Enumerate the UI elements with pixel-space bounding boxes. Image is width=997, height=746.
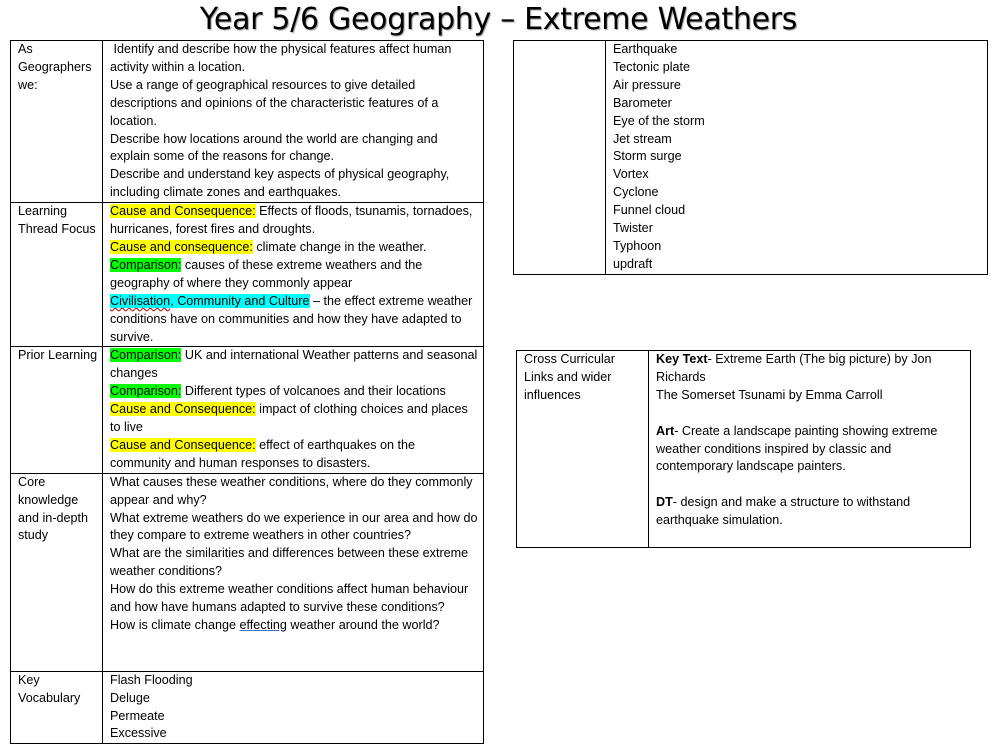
vocab-word: Typhoon	[613, 238, 662, 253]
row-label: Learning Thread Focus	[11, 203, 103, 347]
thread-item	[110, 203, 479, 239]
tag-highlight: Comparison:	[110, 348, 182, 363]
key-text: - Extreme Earth (The big picture) by Jon Richards	[656, 352, 932, 384]
prior-text: impact of clothing choices and places to live	[110, 402, 468, 435]
row-label: As Geographers we:	[11, 41, 103, 203]
question-line: What extreme weathers do we experience in our area and how do they compare to extreme weathers in other countries?	[110, 510, 478, 543]
vocab-list	[606, 41, 988, 275]
dt-text: - design and make a structure to withstand earthquake simulation.	[656, 495, 911, 528]
cross-curricular-content	[649, 351, 971, 548]
thread-item	[110, 293, 479, 347]
tag-highlight: Comparison:	[110, 384, 182, 399]
row-learning-thread	[11, 203, 484, 347]
vocab-word: Jet stream	[613, 131, 672, 146]
vocab-word: Tectonic plate	[613, 59, 691, 74]
objective-line: Identify and describe how the physical features affect human activity within a location.	[110, 42, 455, 74]
cross-curricular-label: Cross Curricular Links and wider influences	[517, 351, 649, 548]
vocab-word: Cyclone	[613, 185, 659, 200]
vocab-word: updraft	[613, 256, 653, 271]
row-content	[103, 671, 484, 744]
thread-text: causes of these extreme weathers and the geography of where they commonly appear	[110, 257, 423, 290]
prior-item	[110, 347, 479, 383]
question-line: How do this extreme weather conditions affect human behaviour and how have humans adapted to survive these conditions?	[110, 582, 469, 615]
thread-item	[110, 239, 479, 257]
dt-line	[656, 494, 966, 530]
prior-text: Different types of volcanoes and their locations	[181, 384, 446, 399]
vocab-word: Funnel cloud	[613, 203, 686, 218]
cross-curricular-table	[516, 350, 971, 548]
book-line: The Somerset Tsunami by Emma Carroll	[656, 387, 883, 402]
question-line: What are the similarities and differences between these extreme weather conditions?	[110, 546, 469, 579]
vocab-word: Air pressure	[613, 77, 681, 92]
prior-text: effect of earthquakes on the community and human responses to disasters.	[110, 437, 416, 470]
objective-line: Use a range of geographical resources to give detailed descriptions and opinions of the characteristic features of a location.	[110, 77, 439, 128]
vocab-word: Eye of the storm	[613, 113, 705, 128]
tag-highlight: Cause and consequence:	[110, 239, 253, 254]
vocab-word: Deluge	[110, 690, 150, 705]
vocab-word: Permeate	[110, 708, 165, 723]
dt-label: DT	[656, 495, 673, 510]
page-title: Year 5/6 Geography – Extreme Weathers	[199, 2, 798, 37]
row-content	[103, 203, 484, 347]
tag-highlight: Comparison:	[110, 257, 182, 272]
vocab-row	[514, 41, 988, 275]
row-label: Prior Learning	[11, 347, 103, 473]
row-content	[103, 473, 484, 671]
key-text-line	[656, 351, 966, 387]
row-key-vocabulary	[11, 671, 484, 744]
tag-highlight: Civilisation	[110, 293, 171, 308]
art-text: - Create a landscape painting showing extreme weather conditions inspired by classic and contemporary landscape painters.	[656, 423, 938, 474]
tag-highlight: Cause and Consequence:	[110, 204, 256, 219]
tag-highlight: , Community and Culture	[170, 293, 310, 308]
thread-text: – the effect extreme weather conditions have on communities and how they have adapted to survive.	[110, 293, 473, 344]
prior-item	[110, 437, 479, 473]
vocab-word: Vortex	[613, 167, 649, 182]
vocab-table	[513, 40, 988, 275]
vocab-word: Twister	[613, 221, 653, 236]
prior-item	[110, 401, 479, 437]
question-text: effecting	[239, 618, 287, 632]
row-content	[103, 347, 484, 473]
vocab-word: Barometer	[613, 95, 672, 110]
thread-text: climate change in the weather.	[252, 239, 427, 254]
row-content	[103, 41, 484, 203]
spacer	[656, 405, 966, 423]
vocab-empty-cell	[514, 41, 606, 275]
prior-text: UK and international Weather patterns and seasonal changes	[110, 348, 478, 381]
row-core-knowledge	[11, 473, 484, 671]
vocab-word: Storm surge	[613, 149, 682, 164]
prior-item	[110, 383, 479, 401]
question-line: What causes these weather conditions, where do they commonly appear and why?	[110, 474, 473, 507]
main-table	[10, 40, 484, 744]
spacer	[656, 476, 966, 494]
question-text: weather around the world?	[286, 618, 440, 632]
tag-highlight: Cause and Consequence:	[110, 402, 256, 417]
question-line	[110, 617, 479, 635]
objective-line: Describe and understand key aspects of physical geography, including climate zones and earthquakes.	[110, 167, 450, 200]
art-label: Art	[656, 423, 675, 438]
row-prior-learning	[11, 347, 484, 473]
cross-curricular-row	[517, 351, 971, 548]
thread-text: Effects of floods, tsunamis, tornadoes, hurricanes, forest fires and droughts.	[110, 204, 473, 237]
vocab-word: Excessive	[110, 726, 167, 741]
objective-line: Describe how locations around the world are changing and explain some of the reasons for change.	[110, 131, 438, 164]
vocab-word: Flash Flooding	[110, 672, 193, 687]
art-line	[656, 423, 966, 477]
thread-item	[110, 257, 479, 293]
vocab-word: Earthquake	[613, 42, 678, 56]
tag-highlight: Cause and Consequence:	[110, 437, 256, 452]
row-as-geographers	[11, 41, 484, 203]
key-text-label: Key Text	[656, 352, 708, 366]
row-label: Core knowledge and in-depth study	[11, 473, 103, 671]
question-text: How is climate change	[110, 618, 240, 632]
row-label: Key Vocabulary	[11, 671, 103, 744]
